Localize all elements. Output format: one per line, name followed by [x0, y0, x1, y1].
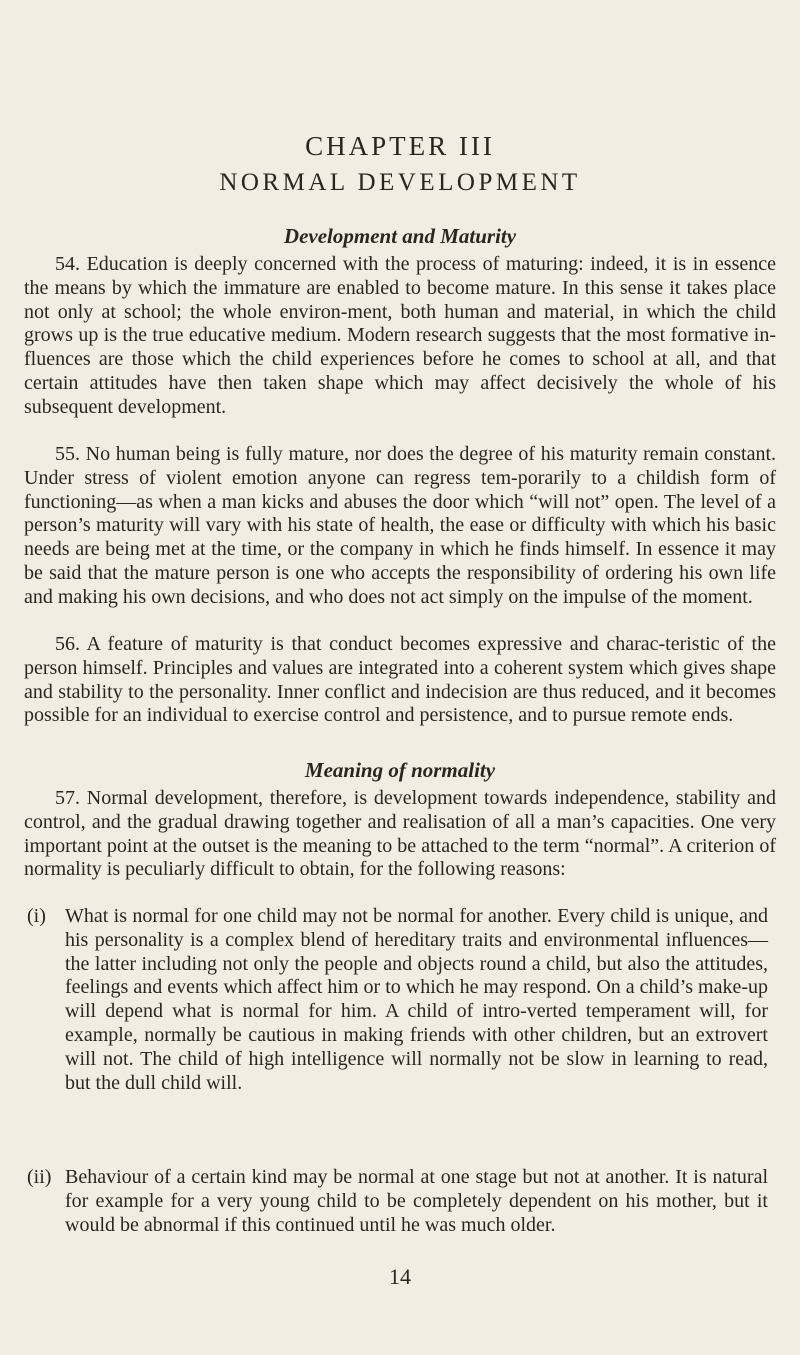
paragraph-56: 56. A feature of maturity is that conduct becomes expressive and charac-teristic of the person himself. Principles and values are integrated into a coherent system which gives shape and stability to the personality. Inner conflict and indecision are thus reduced, and it becomes possible for an individual to exercise control and persistence, and to pursue remote ends. — [24, 633, 776, 727]
paragraph-55: 55. No human being is fully mature, nor does the degree of his maturity remain constant. Under stress of violent emotion anyone can regress tem-porarily to a childish form of functioning—as when a man kicks and abuses the door which “will not” open. The level of a person’s maturity will vary with his state of health, the ease or difficulty with which his basic needs are being met at the time, or the company in which he finds himself. In essence it may be said that the mature person is one who accepts the responsibility of ordering his own life and making his own decisions, and who does not act simply on the impulse of the moment. — [24, 443, 776, 608]
list-item — [27, 905, 768, 1095]
chapter-title: NORMAL DEVELOPMENT — [219, 169, 581, 196]
list-item-text: Behaviour of a certain kind may be normal at one stage but not at another. It is natural for example for a very young child to be completely dependent on his mother, but it would be abnormal if this continued until he was much older. — [65, 1166, 768, 1236]
list-item — [27, 1166, 768, 1237]
list-item-label: (i) — [27, 905, 46, 927]
paragraph-57: 57. Normal development, therefore, is development towards independence, stability and control, and the gradual drawing together and realisation of all a man’s capacities. One very important point at the outset is the meaning to be attached to the term “normal”. A criterion of normality is peculiarly difficult to obtain, for the following reasons: — [24, 787, 776, 881]
chapter-label: CHAPTER III — [305, 131, 495, 161]
page-number: 14 — [389, 1264, 411, 1289]
list-item-text: What is normal for one child may not be normal for another. Every child is unique, and his personality is a complex blend of hereditary traits and environmental influences—the latter including not only the people and objects round a child, but also the attitudes, feelings and events which affect him or to which he may respond. On a child’s make-up will depend what is normal for him. A child of intro-verted temperament will, for example, normally be cautious in making friends with other children, but an extrovert will not. The child of high intelligence will normally not be slow in learning to read, but the dull child will. — [65, 905, 768, 1094]
list-item-label: (ii) — [27, 1166, 52, 1188]
section-heading-development-maturity: Development and Maturity — [283, 224, 517, 248]
paragraph-54: 54. Education is deeply concerned with the process of maturing: indeed, it is in essence the means by which the immature are enabled to become mature. In this sense it takes place not only at school; the whole environ-ment, both human and material, in which the child grows up is the true educative medium. Modern research suggests that the most formative in-fluences are those which the child experiences before he comes to school at all, and that certain attitudes have then taken shape which may affect decisively the whole of his subsequent development. — [24, 253, 776, 418]
section-heading-meaning-normality: Meaning of normality — [304, 758, 496, 782]
